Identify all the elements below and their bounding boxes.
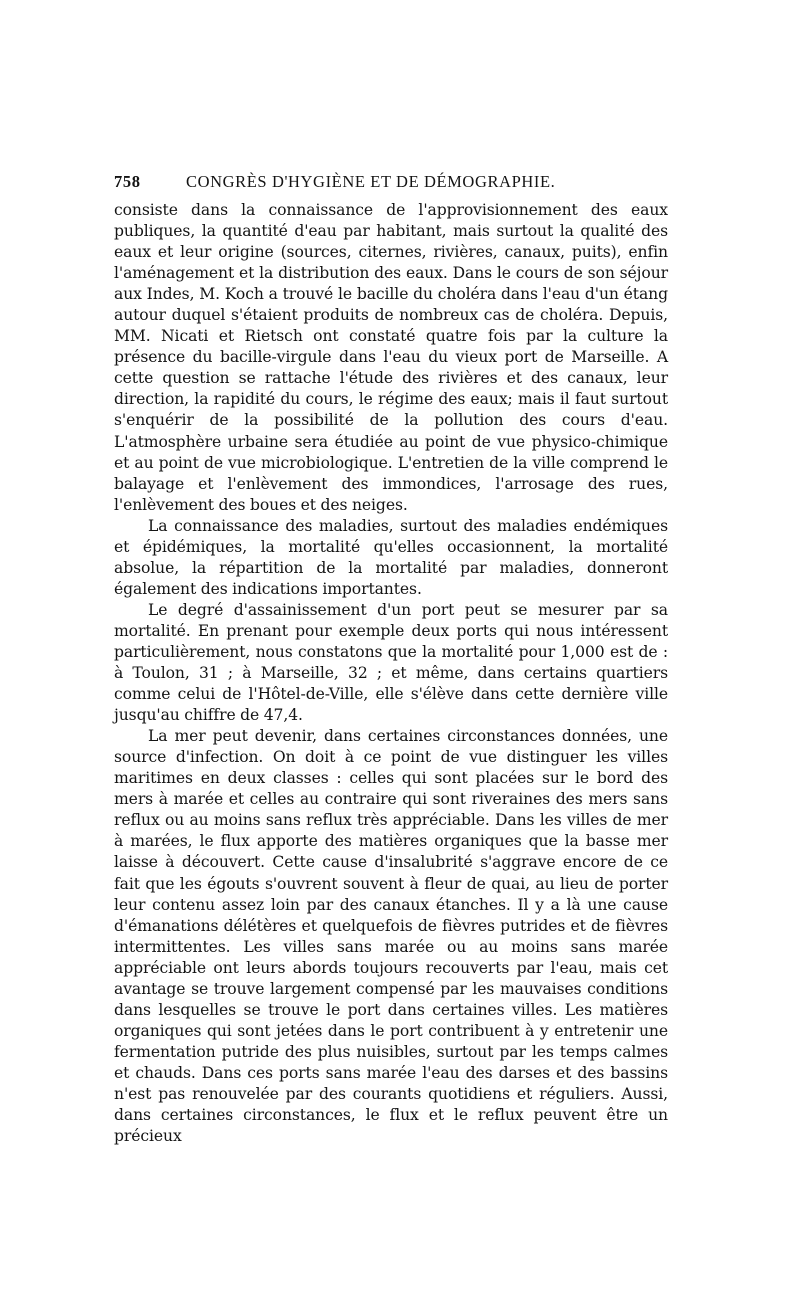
- running-head: [114, 172, 668, 200]
- paragraph-mortalite: Le degré d'assainissement d'un port peut se mesurer par sa mortalité. En prenant pour exemple deux ports qui nous intéressent particulièrement, nous constatons que la mortalité pour 1,000 est de : à Toulon, 31 ; à Marseille, 32 ; et même, dans certains quartiers comme celui de l'Hôtel-de-Ville, elle s'élève dans cette dernière ville jusqu'au chiffre de 47,4.: [114, 600, 668, 725]
- paragraph-mer-infection: La mer peut devenir, dans certaines circonstances données, une source d'infection. On doit à ce point de vue distinguer les villes maritimes en deux classes : celles qui sont placées sur le bord des mers à marée et celles au contraire qui sont riveraines des mers sans reflux ou au moins sans reflux très appréciable. Dans les villes de mer à marées, le flux apporte des matières organiques que la basse mer laisse à découvert. Cette cause d'insalubrité s'aggrave encore de ce fait que les égouts s'ouvrent souvent à fleur de quai, au lieu de porter leur contenu assez loin par des canaux étanches. Il y a là une cause d'émanations délétères et quelquefois de fièvres putrides et de fièvres intermittentes. Les villes sans marée ou au moins sans marée appréciable ont leurs abords toujours recouverts par l'eau, mais cet avantage se trouve largement compensé par les mauvaises conditions dans lesquelles se trouve le port dans certaines villes. Les matières organiques qui sont jetées dans le port contribuent à y entretenir une fermentation putride des plus nuisibles, surtout par les temps calmes et chauds. Dans ces ports sans marée l'eau des darses et des bassins n'est pas renouvelée par des courants quotidiens et réguliers. Aussi, dans certaines circonstances, le flux et le reflux peuvent être un précieux: [114, 727, 668, 1146]
- page-number: 758: [114, 172, 141, 191]
- body-text: [114, 200, 668, 1147]
- paragraph-maladies: La connaissance des maladies, surtout des maladies endémiques et épidémiques, la mortalité qu'elles occasionnent, la mortalité absolue, la répartition de la mortalité par maladies, donneront également des indications importantes.: [114, 516, 668, 598]
- paragraph-continued: consiste dans la connaissance de l'approvisionnement des eaux publiques, la quantité d'eau par habitant, mais surtout la qualité des eaux et leur origine (sources, citernes, rivières, canaux, puits), enfin l'aménagement et la distribution des eaux. Dans le cours de son séjour aux Indes, M. Koch a trouvé le bacille du choléra dans l'eau d'un étang autour duquel s'étaient produits de nombreux cas de choléra. Depuis, MM. Nicati et Rietsch ont constaté quatre fois par la culture la présence du bacille-virgule dans l'eau du vieux port de Marseille. A cette question se rattache l'étude des rivières et des canaux, leur direction, la rapidité du cours, le régime des eaux; mais il faut surtout s'enquérir de la possibilité de la pollution des cours d'eau. L'atmosphère urbaine sera étudiée au point de vue physico-chimique et au point de vue microbiologique. L'entretien de la ville comprend le balayage et l'enlèvement des immondices, l'arrosage des rues, l'enlèvement des boues et des neiges.: [114, 201, 668, 514]
- book-page: [114, 172, 668, 1147]
- running-title: CONGRÈS D'HYGIÈNE ET DE DÉMOGRAPHIE.: [186, 172, 556, 191]
